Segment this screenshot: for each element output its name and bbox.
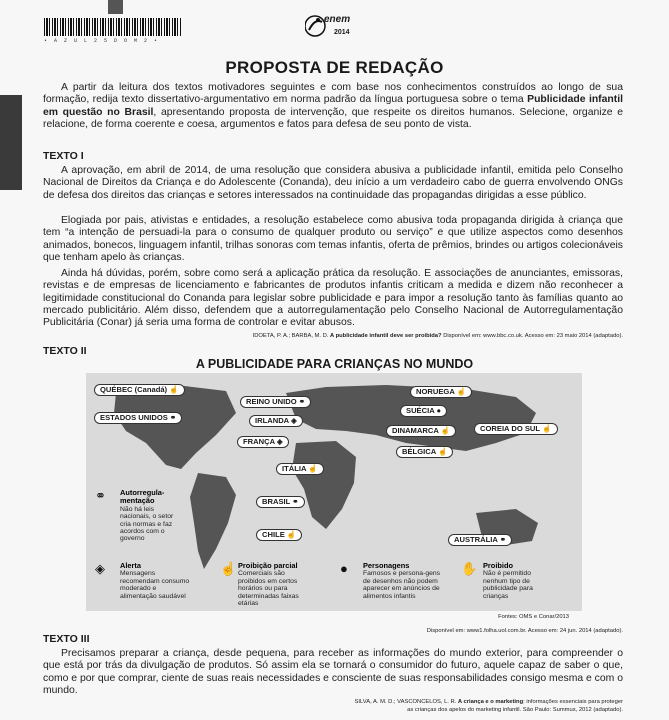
country-label-italia — [276, 463, 324, 475]
country-label-quebec — [94, 384, 185, 396]
country-name: COREIA DO SUL — [480, 424, 540, 433]
legend-title: Alerta — [120, 561, 141, 570]
texto3-paragraph: Precisamos preparar a criança, desde pequena, para receber as informações do mundo exterior, para compreender o que está por trás da divulgação de produtos. Só assim ela se tornará o consumidor do futuro, aquele capaz de saber o que, como e por que comprar, ciente de suas reais necessidades e consciente de suas responsabilidades consigo mesma e com o mundo. — [43, 648, 623, 696]
country-label-australia — [448, 534, 512, 546]
country-label-franca — [237, 436, 289, 448]
mouse-character-icon: ● — [340, 561, 348, 576]
map-fontes: Fontes: OMS e Conar/2013 — [498, 614, 569, 620]
pointing-hand-icon: ☝ — [308, 464, 318, 473]
country-name: QUÉBEC (Canadá) — [100, 385, 168, 394]
texto1-heading: TEXTO I — [43, 150, 84, 162]
legend-text: Mensagens recomendam consumo moderado e alimentação saudável — [120, 570, 190, 600]
pointing-hand-icon: ☝ — [438, 447, 448, 456]
texto1-paragraph-3: Ainda há dúvidas, porém, sobre como será a aplicação prática da resolução. E associações de anunciantes, emissoras, revistas e de empresas de licenciamento e fabricantes de produtos infantis criticam a medida e dizem não reconhecer a legitimidade constitucional do Conanda para legislar sobre publicidade e para impor a resolução tanto às famílias quanto ao mercado publicitário. Além disso, defendem que a autorregulamentação pelo Conselho Nacional de Autorregulamentação Publicitária (Conar) já seria uma forma de controlar e evitar abusos. — [43, 268, 623, 329]
country-label-dinamarca — [386, 425, 456, 437]
legend-text: Famosos e persona-gens de desenhos não podem aparecer em anúncios de alimentos infantis — [363, 570, 441, 600]
logo-year: 2014 — [334, 29, 350, 36]
country-name: NORUEGA — [416, 387, 455, 396]
country-name: BRASIL — [262, 497, 291, 506]
country-label-brasil — [256, 496, 305, 508]
handshake-icon: ⚭ — [292, 497, 299, 506]
source-availability: Disponível em: www.bbc.co.uk. Acesso em: 23 maio 2014 (adaptado). — [441, 333, 623, 339]
country-label-chile — [256, 529, 302, 541]
source-title: A publicidade infantil deve ser proibida? — [330, 333, 442, 339]
country-label-coreia-do-sul — [474, 423, 558, 435]
texto3-source-line2: as crianças dos apelos do marketing infantil. São Paulo: Summus, 2012 (adaptado). — [407, 707, 623, 713]
alert-icon: ◈ — [276, 437, 283, 446]
country-name: FRANÇA — [243, 437, 275, 446]
country-label-belgica — [396, 446, 453, 458]
legend-text: Não há leis nacionais, o setor cria normas e faz acordos com o governo — [120, 505, 174, 543]
country-name: IRLANDA — [255, 416, 289, 425]
pointing-hand-icon: ☝ — [542, 424, 552, 433]
country-name: SUÉCIA — [406, 406, 435, 415]
country-name: DINAMARCA — [392, 426, 439, 435]
intro-text-b: , apresentando proposta de intervenção, que respeite os direitos humanos. Selecione, organize e relacione, de forma coerente e coesa, argumentos e fatos para defesa de seu ponto de vista. — [43, 106, 623, 130]
legend-title: Autorregula-mentação — [120, 488, 165, 506]
left-edge-marker — [0, 95, 22, 190]
country-label-irlanda — [249, 415, 303, 427]
handshake-icon: ⚭ — [298, 397, 306, 406]
country-name: CHILE — [262, 530, 285, 539]
texto1-source — [253, 333, 623, 339]
country-label-reino-unido — [240, 396, 311, 408]
legend-title: Personagens — [363, 561, 410, 570]
legend-proibicao-parcial — [238, 562, 312, 607]
country-name: BÉLGICA — [402, 447, 436, 456]
texto1-paragraph-2: Elogiada por pais, ativistas e entidades, a resolução estabelece como abusiva toda propaganda dirigida à criança que tem “a intenção de persuadi-la para o consumo de qualquer produto ou serviço” e que utilize aspectos como desenhos animados, bonecos, linguagem infantil, trilhas sonoras com temas infantis, oferta de prêmios, brindes ou artigos colecionáveis que tenham apelo às crianças. — [43, 215, 623, 263]
barcode-code: • A Z U L 2 5 D O M 2 • — [44, 38, 160, 44]
intro-paragraph — [43, 82, 623, 131]
legend-autorregulamentacao — [120, 489, 176, 543]
pointing-hand-icon: ☝ — [440, 426, 451, 435]
texto3-heading: TEXTO III — [43, 633, 90, 645]
texto2-source: Disponível em: www1.folha.uol.com.br. Acesso em: 24 jun. 2014 (adaptado). — [426, 628, 623, 634]
handshake-icon: ⚭ — [169, 413, 177, 422]
page-title: PROPOSTA DE REDAÇÃO — [225, 58, 444, 77]
intro-theme: Publicidade infantil em questão no Brasil — [43, 94, 624, 118]
texto2-heading: TEXTO II — [43, 345, 87, 357]
country-label-estados-unidos — [94, 412, 182, 424]
country-label-noruega — [410, 386, 472, 398]
mouse-character-icon: ● — [436, 406, 442, 415]
legend-personagens — [363, 562, 441, 600]
map-title: A PUBLICIDADE PARA CRIANÇAS NO MUNDO — [195, 357, 474, 371]
pointing-hand-icon: ☝ — [286, 530, 297, 539]
legend-title: Proibição parcial — [238, 561, 298, 570]
texto1-paragraph-1: A aprovação, em abril de 2014, de uma resolução que considera abusiva a publicidade infantil, emitida pelo Conselho Nacional de Direitos da Criança e do Adolescente (Conanda), deu início a um verdadeiro cabo de guerra envolvendo ONGs de defesa dos direitos das crianças e setores interessados na continuidade das propagandas dirigidas a esse público. — [43, 165, 623, 201]
pointing-hand-icon: ☝ — [169, 385, 179, 394]
pointing-hand-icon: ☝ — [220, 561, 237, 576]
alert-icon: ◈ — [291, 416, 297, 425]
source-subtitle: : informações essenciais para proteger — [523, 699, 623, 705]
legend-text: Comerciais são proibidos em certos horários ou para determinadas faixas etárias — [238, 570, 299, 608]
barcode — [44, 18, 182, 36]
pointing-hand-icon: ☝ — [456, 387, 467, 396]
legend-title: Proibido — [483, 561, 513, 570]
country-name: ESTADOS UNIDOS — [100, 413, 168, 422]
texto3-source-line1 — [355, 699, 623, 705]
logo-word: enem — [324, 14, 351, 25]
source-title: A criança e o marketing — [457, 699, 524, 705]
country-label-suecia — [400, 405, 447, 417]
intro-text-a: A partir da leitura dos textos motivadores seguintes e com base nos conhecimentos construídos ao longo de sua formação, redija texto dissertativo-argumentativo em norma padrão da língua portuguesa sobre o tema — [43, 82, 623, 106]
source-authors: SILVA, A. M. D.; VASCONCELOS, L. R. — [354, 699, 458, 705]
legend-alerta — [120, 562, 192, 600]
legend-proibido — [483, 562, 555, 600]
alert-icon: ◈ — [95, 561, 105, 576]
handshake-icon: ⚭ — [95, 488, 106, 503]
country-name: REINO UNIDO — [246, 397, 297, 406]
page-tab-marker — [108, 0, 123, 14]
handshake-icon: ⚭ — [499, 535, 507, 544]
source-authors: IDOETA, P. A.; BARBA, M. D. — [252, 333, 331, 339]
legend-text: Não é permitido nenhum tipo de publicidade para crianças — [483, 570, 533, 600]
country-name: AUSTRÁLIA — [454, 535, 498, 544]
stop-hand-icon: ✋ — [461, 561, 478, 576]
country-name: ITÁLIA — [282, 464, 307, 473]
